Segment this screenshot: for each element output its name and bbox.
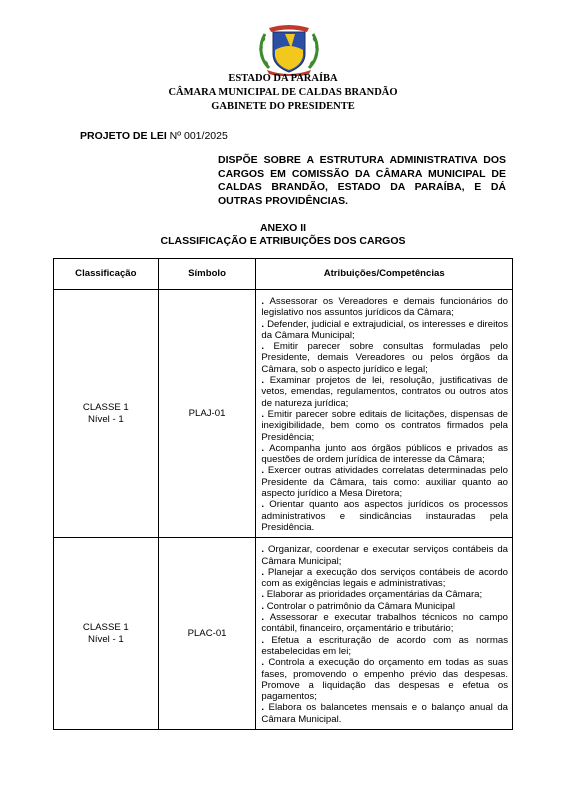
annex-subtitle: CLASSIFICAÇÃO E ATRIBUIÇÕES DOS CARGOS bbox=[160, 235, 406, 247]
bill-identifier bbox=[80, 130, 228, 142]
classification-cell bbox=[54, 538, 159, 730]
column-header-classification: Classificação bbox=[54, 259, 159, 290]
class-level: CLASSE 1 bbox=[82, 402, 129, 414]
column-header-duties: Atribuições/Competências bbox=[256, 259, 513, 290]
header-chamber: CÂMARA MUNICIPAL DE CALDAS BRANDÃO bbox=[168, 87, 398, 98]
annex-heading bbox=[0, 222, 566, 248]
document-header bbox=[0, 72, 566, 114]
duty-item: . Planejar a execução dos serviços contábeis de acordo com as exigências legais e administrativas; bbox=[261, 566, 508, 590]
duty-item: . Elabora os balancetes mensais e o balanço anual da Câmara Municipal. bbox=[261, 702, 508, 725]
duties-cell bbox=[256, 290, 513, 538]
bill-summary: DISPÕE SOBRE A ESTRUTURA ADMINISTRATIVA DOS CARGOS EM COMISSÃO DA CÂMARA MUNICIPAL DE CALDAS BRANDÃO, ESTADO DA PARAÍBA, E DÁ OUTRAS PROVIDÊNCIAS. bbox=[218, 154, 506, 207]
class-tier: Nível - 1 bbox=[87, 633, 124, 645]
duty-item: . Organizar, coordenar e executar serviços contábeis da Câmara Municipal; bbox=[261, 544, 508, 567]
duty-item: . Emitir parecer sobre editais de licitações, dispensas de inexigibilidade, bem como os contratos firmados pela Presidência; bbox=[261, 408, 508, 443]
duty-item: . Examinar projetos de lei, resolução, justificativas de vetos, emendas, regulamentos, contratos ou outros atos de natureza jurídica; bbox=[261, 375, 508, 409]
symbol-cell: PLAJ-01 bbox=[158, 290, 256, 538]
duty-item: . Orientar quanto aos aspectos jurídicos os processos administrativos e sindicâncias instauradas pela Presidência. bbox=[261, 499, 508, 533]
table-row bbox=[54, 290, 513, 538]
column-header-symbol: Símbolo bbox=[158, 259, 256, 290]
header-state: ESTADO DA PARAÍBA bbox=[228, 73, 338, 84]
bill-label: PROJETO DE LEI bbox=[80, 130, 167, 142]
bill-number: Nº 001/2025 bbox=[166, 130, 228, 142]
positions-table bbox=[53, 258, 513, 730]
duty-item: . Exercer outras atividades correlatas determinadas pelo Presidente da Câmara, tais como: auxiliar quanto ao aspecto jurídico a Mesa Diretora; bbox=[261, 465, 508, 500]
duty-item: . Controla a execução do orçamento em todas as suas fases, promovendo o empenho prévio das despesas. Promove a liquidação das despesas e efetua os pagamentos; bbox=[261, 657, 508, 703]
annex-title: ANEXO II bbox=[259, 222, 307, 234]
symbol-cell: PLAC-01 bbox=[158, 538, 256, 730]
duty-item: . Acompanha junto aos órgãos públicos e privados as questões de ordem jurídica de interesse da Câmara; bbox=[261, 442, 508, 466]
duties-cell bbox=[256, 538, 513, 730]
duty-item: . Assessorar e executar trabalhos técnicos no campo contábil, financeiro, orçamentário e tributário; bbox=[261, 612, 508, 635]
duty-item: . Assessorar os Vereadores e demais funcionários do legislativo nos assuntos jurídicos da Câmara; bbox=[261, 296, 508, 319]
duty-item: . Elaborar as prioridades orçamentárias da Câmara; bbox=[261, 589, 483, 601]
duty-item: . Emitir parecer sobre consultas formuladas pelo Presidente, demais Vereadores ou pelos órgãos da Câmara, sob o aspecto jurídico e legal; bbox=[261, 341, 508, 375]
municipal-crest-logo bbox=[255, 20, 323, 76]
class-level: CLASSE 1 bbox=[82, 622, 129, 634]
table-row bbox=[54, 538, 513, 730]
duty-item: . Efetua a escrituração de acordo com as normas estabelecidas em lei; bbox=[261, 634, 508, 657]
table-header-row bbox=[54, 259, 513, 290]
duty-item: . Controlar o patrimônio da Câmara Municipal bbox=[261, 600, 455, 612]
classification-cell bbox=[54, 290, 159, 538]
class-tier: Nível - 1 bbox=[87, 413, 124, 425]
duty-item: . Defender, judicial e extrajudicial, os interesses e direitos da Câmara Municipal; bbox=[261, 318, 508, 341]
header-office: GABINETE DO PRESIDENTE bbox=[211, 101, 355, 112]
